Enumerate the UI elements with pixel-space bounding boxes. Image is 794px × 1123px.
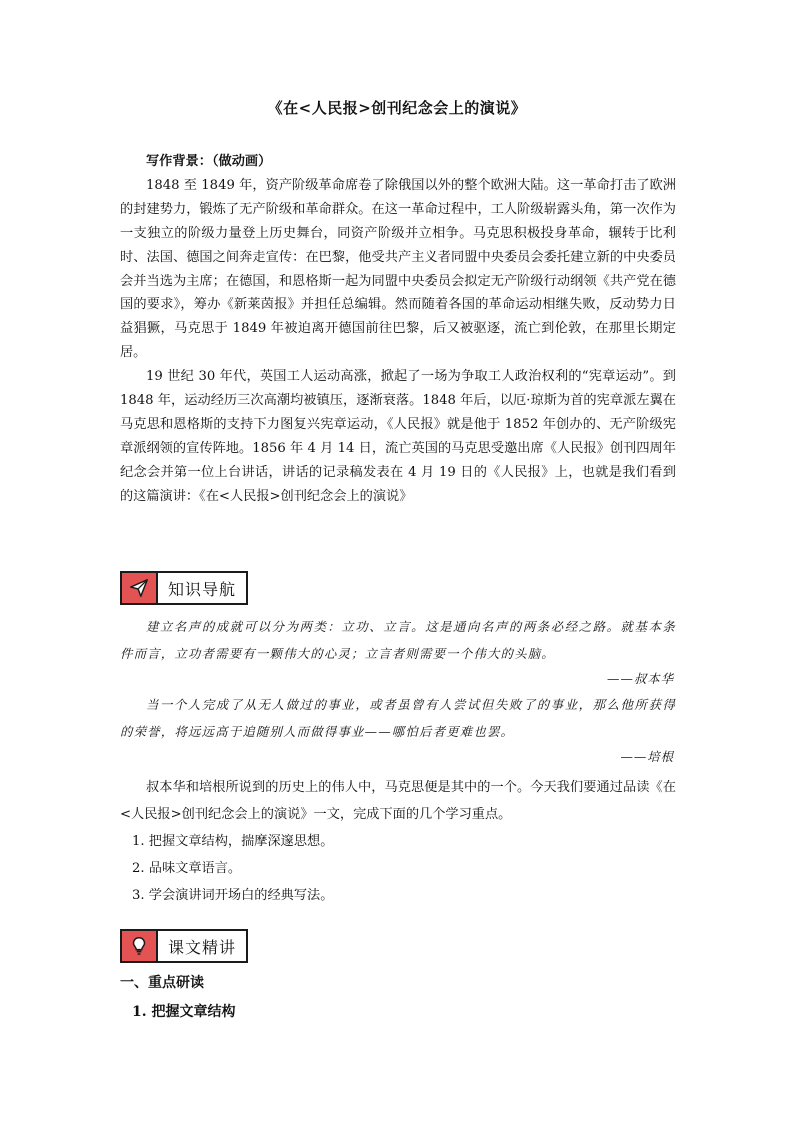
goal-item-3: 3. 学会演讲词开场白的经典写法。 bbox=[132, 888, 334, 903]
subsection-heading-structure: 1. 把握文章结构 bbox=[132, 1004, 236, 1020]
quote-author-bacon: ——培根 bbox=[620, 749, 674, 764]
background-paragraph-1: 1848 至 1849 年，资产阶级革命席卷了除俄国以外的整个欧洲大陆。这一革命打击了欧洲的封建势力，锻炼了无产阶级和革命群众。在这一革命过程中，工人阶级崭露头角，第一次作为一支独立的阶级力量登上历史舞台，同资产阶级并立相争。马克思积极投身革命，辗转于比利时、法国、德国之间奔走宣传：在巴黎，他受共产主义者同盟中央委员会委托建立新的中央委员会并当选为主席；在德国，和恩格斯一起为同盟中央委员会拟定无产阶级行动纲领《共产党在德国的要求》，筹办《新莱茵报》并担任总编辑。然而随着各国的革命运动相继失败，反动势力日益猖獗，马克思于 1849 年被迫离开德国前往巴黎，后又被驱逐，流亡到伦敦，在那里长期定居。 bbox=[120, 177, 676, 361]
page-title: 《在<人民报>创刊纪念会上的演说》 bbox=[267, 99, 527, 117]
quote-bacon bbox=[120, 691, 676, 745]
background-section bbox=[120, 150, 676, 509]
background-label: 写作背景：（做动画） bbox=[146, 154, 272, 169]
quote-author-schopenhauer: ——叔本华 bbox=[607, 671, 674, 686]
banner-label: 课文精讲 bbox=[168, 937, 237, 957]
paper-plane-icon bbox=[122, 573, 158, 603]
quote-text: 建立名声的成就可以分为两类：立功、立言。这是通向名声的两条必经之路。就基本条件而言，立功者需要有一颗伟大的心灵；立言者则需要一个伟大的头脑。 bbox=[120, 619, 676, 661]
background-paragraph-2: 19 世纪 30 年代，英国工人运动高涨，掀起了一场为争取工人政治权利的“宪章运动”。到 1848 年，运动经历三次高潮均被镇压，逐渐衰落。1848 年后，以厄·琼斯为首的宪章派左翼在马克思和恩格斯的支持下力图复兴宪章运动，《人民报》就是他于 1852 年创办的、无产阶级宪章派纲领的宣传阵地。1856 年 4 月 14 日，流亡英国的马克思受邀出席《人民报》创刊四周年纪念会并第一位上台讲话，讲话的记录稿发表在 4 月 19 日的《人民报》上，也就是我们看到的这篇演讲：《在<人民报>创刊纪念会上的演说》 bbox=[120, 369, 676, 504]
lightbulb-icon bbox=[122, 931, 158, 961]
intro-section bbox=[120, 774, 676, 909]
goal-item-1: 1. 把握文章结构，揣摩深邃思想。 bbox=[132, 834, 334, 849]
knowledge-nav-banner bbox=[120, 571, 248, 605]
section-heading-key-reading: 一、重点研读 bbox=[120, 975, 204, 991]
text-explanation-banner bbox=[120, 929, 248, 963]
goal-item-2: 2. 品味文章语言。 bbox=[132, 861, 242, 876]
banner-label: 知识导航 bbox=[168, 579, 237, 599]
quote-text: 当一个人完成了从无人做过的事业，或者虽曾有人尝试但失败了的事业，那么他所获得的荣誉，将远远高于追随别人而做得事业——哪怕后者更难也罢。 bbox=[120, 697, 676, 739]
quote-schopenhauer bbox=[120, 613, 676, 667]
intro-paragraph: 叔本华和培根所说到的历史上的伟人中，马克思便是其中的一个。今天我们要通过品读《在<人民报>创刊纪念会上的演说》一文，完成下面的几个学习重点。 bbox=[120, 780, 676, 822]
